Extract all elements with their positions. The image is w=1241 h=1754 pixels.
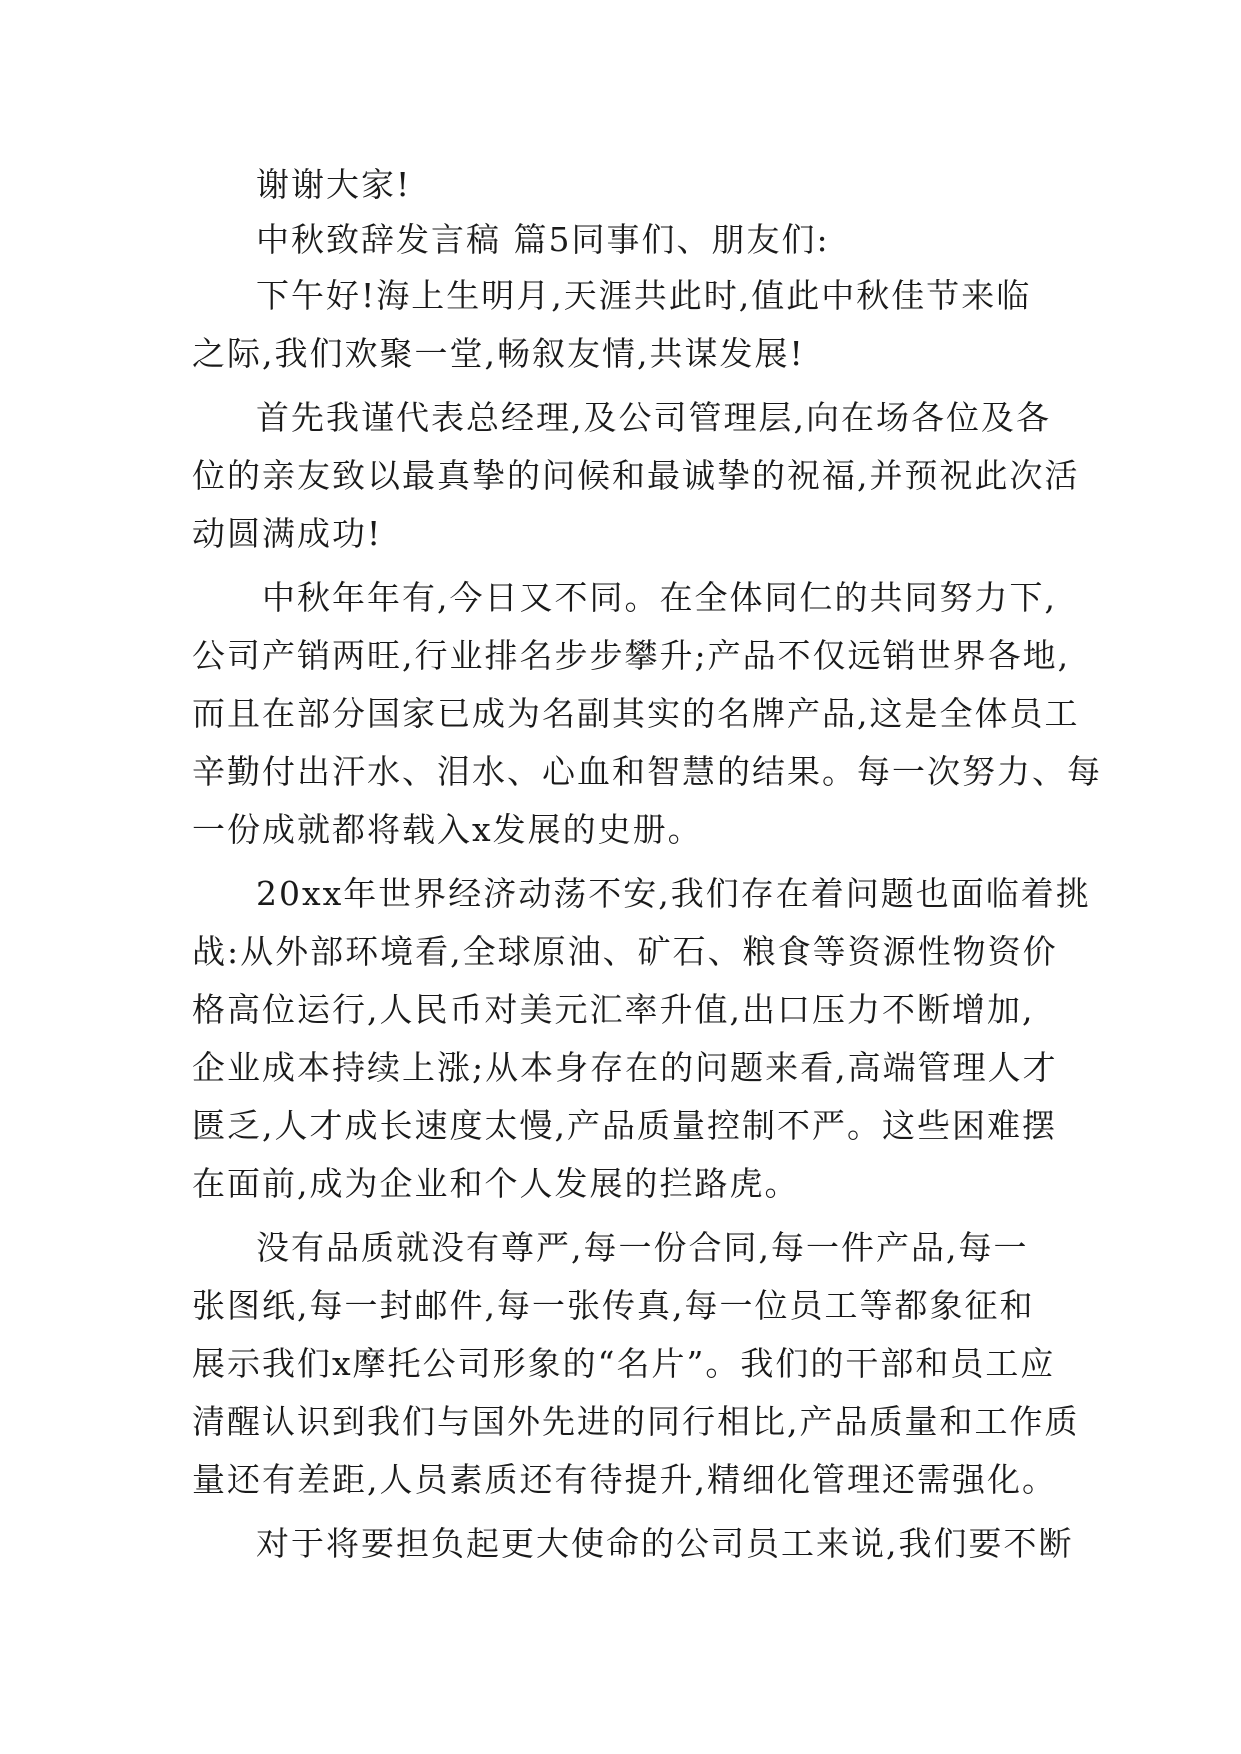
text-line: 而且在部分国家已成为名副其实的名牌产品,这是全体员工	[192, 694, 1080, 733]
text-line: 公司产销两旺,行业排名步步攀升;产品不仅远销世界各地,	[192, 636, 1071, 675]
text-line: 之际,我们欢聚一堂,畅叙友情,共谋发展!	[192, 334, 805, 373]
text-line: 首先我谨代表总经理,及公司管理层,向在场各位及各	[256, 398, 1051, 437]
text-line: 动圆满成功!	[192, 514, 383, 553]
text-line: 在面前,成为企业和个人发展的拦路虎。	[192, 1164, 800, 1203]
text-line: 企业成本持续上涨;从本身存在的问题来看,高端管理人才	[192, 1048, 1058, 1087]
text-line: 战:从外部环境看,全球原油、矿石、粮食等资源性物资价	[192, 932, 1058, 971]
text-line: 位的亲友致以最真挚的问候和最诚挚的祝福,并预祝此次活	[192, 456, 1080, 495]
text-line: 中秋年年有,今日又不同。在全体同仁的共同努力下,	[262, 578, 1057, 617]
text-line: 清醒认识到我们与国外先进的同行相比,产品质量和工作质	[192, 1402, 1080, 1441]
text-line: 张图纸,每一封邮件,每一张传真,每一位员工等都象征和	[192, 1286, 1035, 1325]
text-line: 20xx年世界经济动荡不安,我们存在着问题也面临着挑	[256, 874, 1091, 913]
text-line: 下午好!海上生明月,天涯共此时,值此中秋佳节来临	[256, 276, 1032, 315]
text-line: 量还有差距,人员素质还有待提升,精细化管理还需强化。	[192, 1460, 1057, 1499]
text-line: 一份成就都将载入x发展的史册。	[192, 810, 703, 849]
text-line: 匮乏,人才成长速度太慢,产品质量控制不严。这些困难摆	[192, 1106, 1057, 1145]
text-line: 展示我们x摩托公司形象的“名片”。我们的干部和员工应	[192, 1344, 1056, 1383]
text-line: 格高位运行,人民币对美元汇率升值,出口压力不断增加,	[192, 990, 1035, 1029]
text-line: 谢谢大家!	[256, 165, 412, 204]
text-line: 辛勤付出汗水、泪水、心血和智慧的结果。每一次努力、每	[192, 752, 1102, 791]
text-line: 中秋致辞发言稿 篇5同事们、朋友们:	[256, 220, 830, 259]
text-line: 对于将要担负起更大使命的公司员工来说,我们要不断	[256, 1524, 1074, 1563]
text-line: 没有品质就没有尊严,每一份合同,每一件产品,每一	[256, 1228, 1029, 1267]
